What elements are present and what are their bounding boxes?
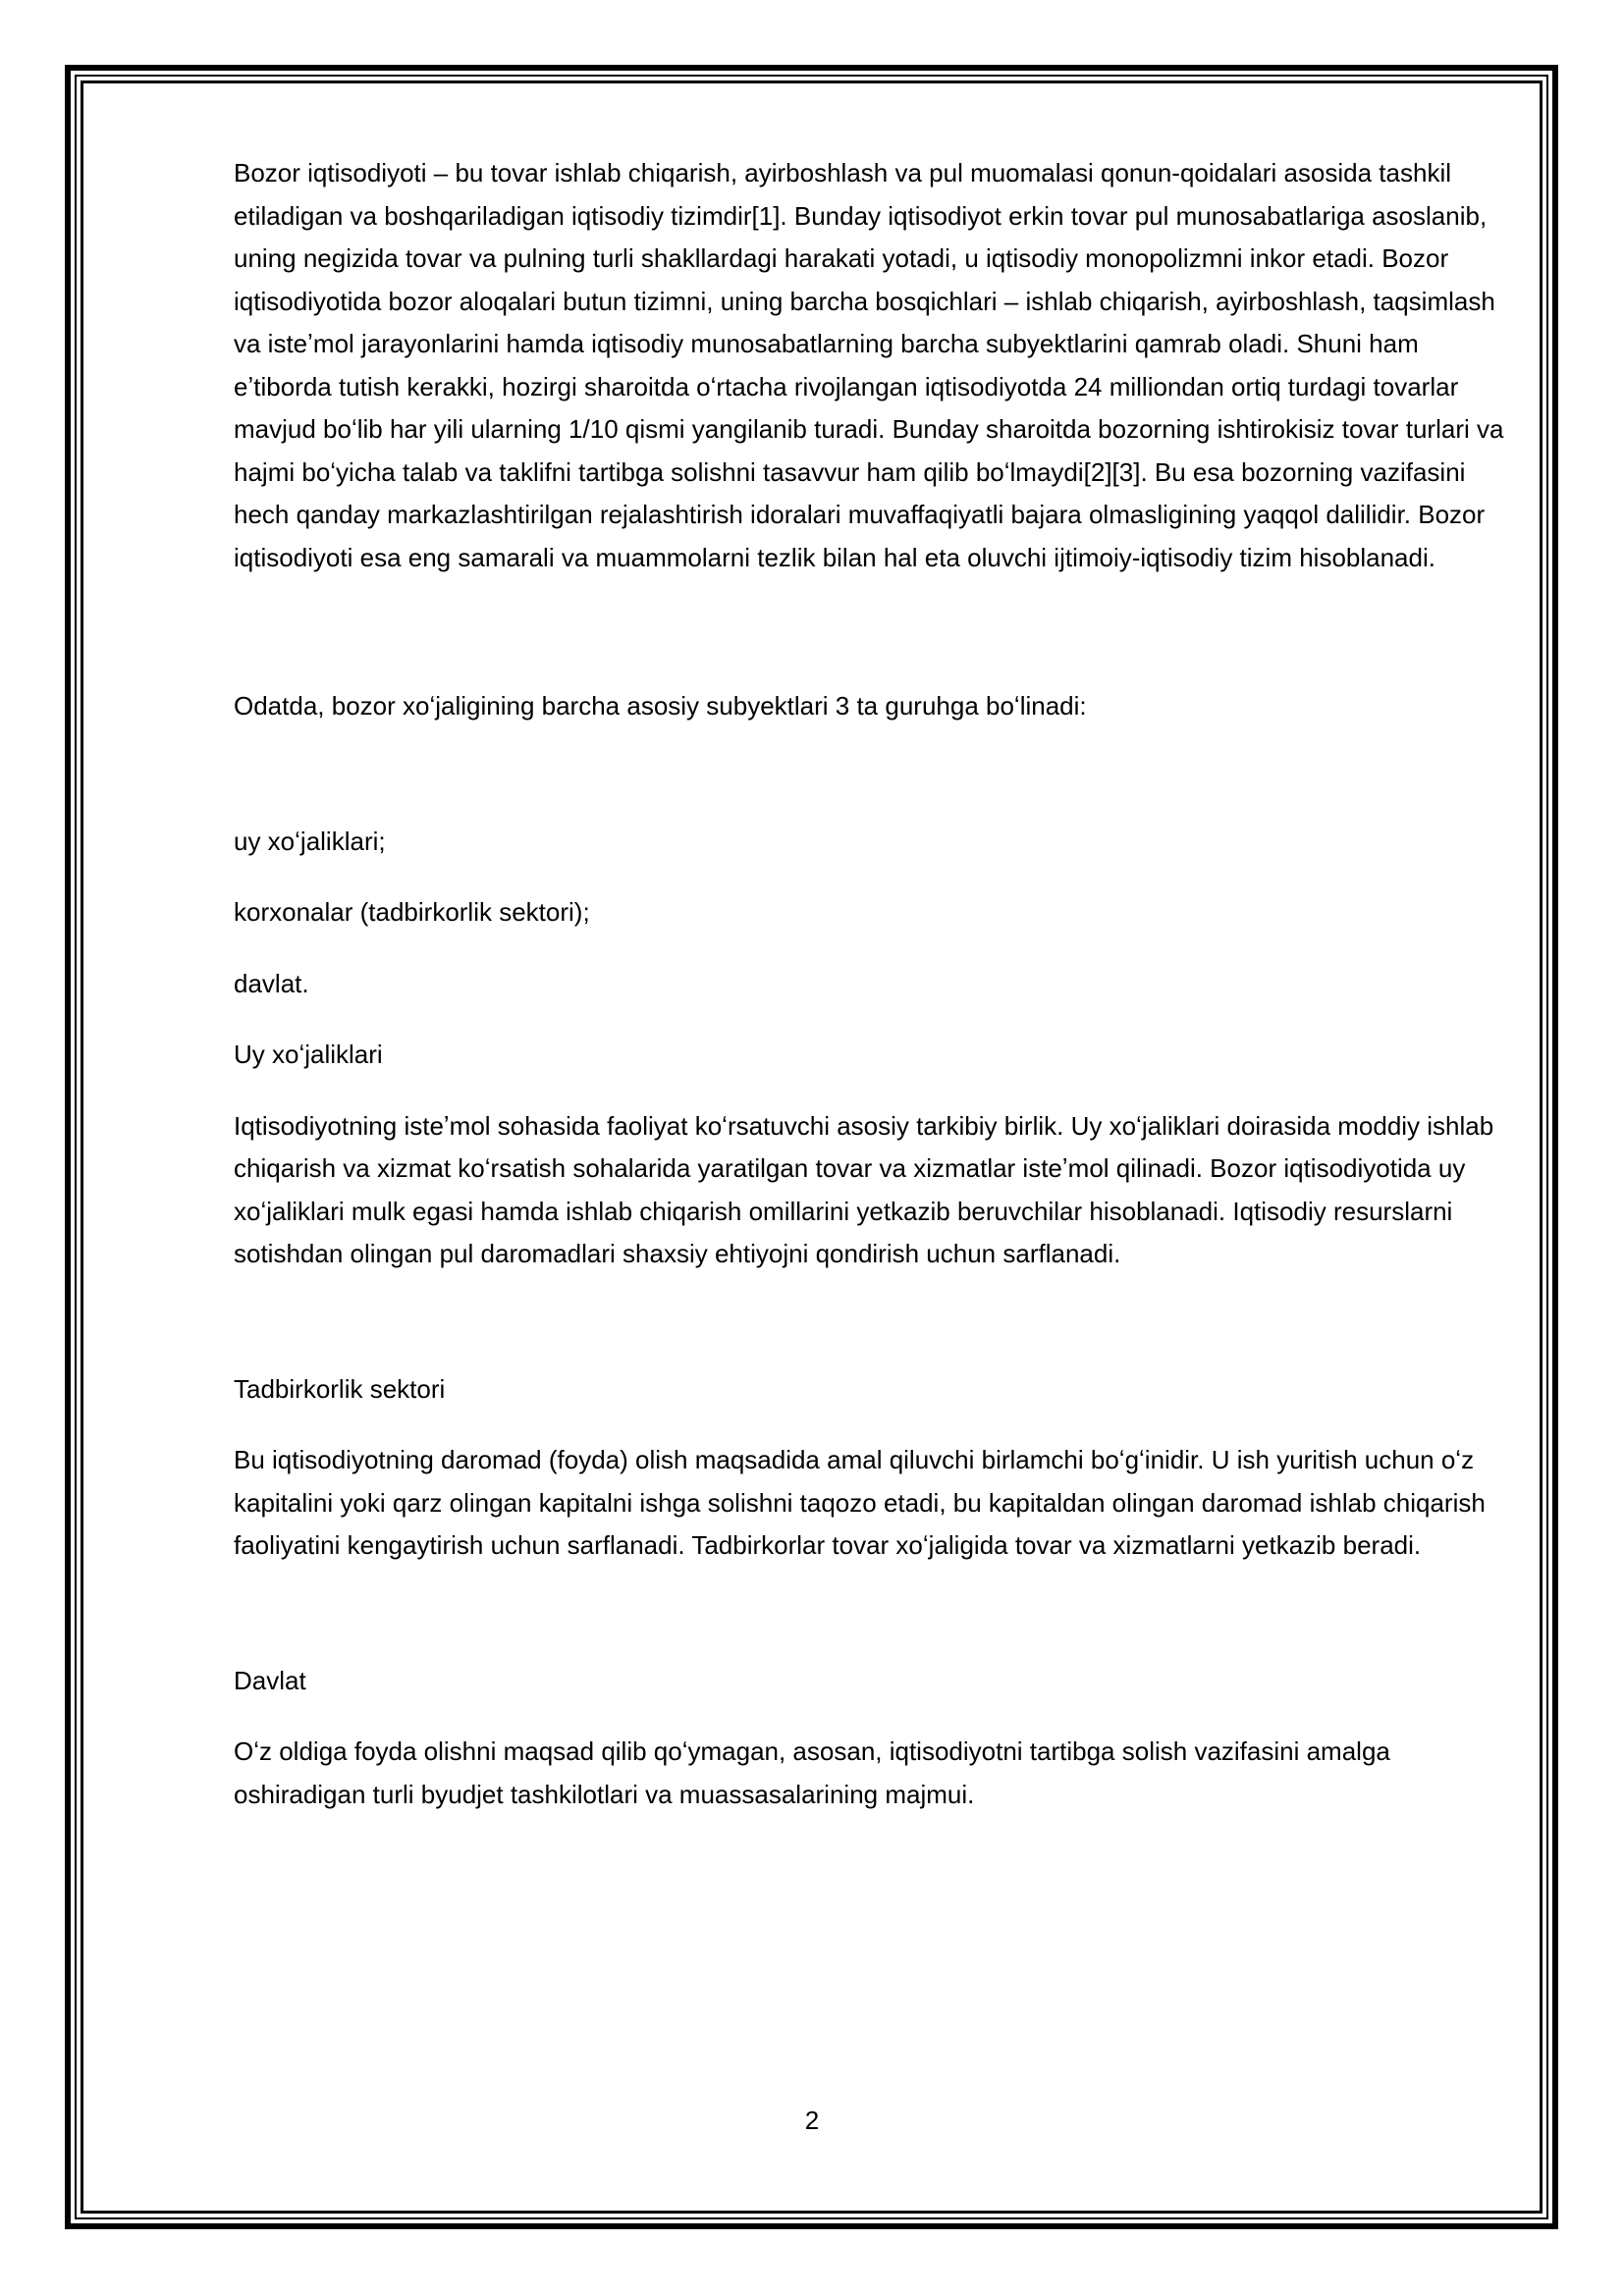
heading-davlat: Davlat	[234, 1665, 306, 1695]
paragraph-subyektlar-intro: Odatda, bozor xoʻjaligining barcha asosiy subyektlari 3 ta guruhga boʻlinadi:	[234, 691, 1087, 721]
paragraph-davlat: Oʻz oldiga foyda olishni maqsad qilib qoʻymagan, asosan, iqtisodiyotni tartibga solish vazifasini amalga oshiradigan turli byudjet tashkilotlari va muassasalarining majmui.	[234, 1736, 1390, 1809]
list-item-uy-xojaliklari: uy xoʻjaliklari;	[234, 826, 386, 856]
heading-uy-xojaliklari: Uy xoʻjaliklari	[234, 1040, 383, 1069]
paragraph-bozor-iqtisodiyoti: Bozor iqtisodiyoti – bu tovar ishlab chiqarish, ayirboshlash va pul muomalasi qonun-qoidalari asosida tashkil etiladigan va boshqariladigan iqtisodiy tizimdir[1]. Bunday iqtisodiyot erkin tovar pul munosabatlariga asoslanib, uning negizida tovar va pulning turli shakllardagi harakati yotadi, u iqtisodiy monopolizmni inkor etadi. Bozor iqtisodiyotida bozor aloqalari butun tizimni, uning barcha bosqichlari – ishlab chiqarish, ayirboshlash, taqsimlash va isteʼmol jarayonlarini hamda iqtisodiy munosabatlarning barcha subyektlarini qamrab oladi. Shuni ham eʼtiborda tutish kerakki, hozirgi sharoitda oʻrtacha rivojlangan iqtisodiyotda 24 milliondan ortiq turdagi tovarlar mavjud boʻlib har yili ularning 1/10 qismi yangilanib turadi. Bunday sharoitda bozorning ishtirokisiz tovar turlari va hajmi boʻyicha talab va taklifni tartibga solishni tasavvur ham qilib boʻlmaydi[2][3]. Bu esa bozorning vazifasini hech qanday markazlashtirilgan rejalashtirish idoralari muvaffaqiyatli bajara olmasligining yaqqol dalilidir. Bozor iqtisodiyoti esa eng samarali va muammolarni tezlik bilan hal eta oluvchi ijtimoiy-iqtisodiy tizim hisoblanadi.	[234, 158, 1504, 572]
paragraph-tadbirkorlik-sektori: Bu iqtisodiyotning daromad (foyda) olish maqsadida amal qiluvchi birlamchi boʻgʻinidir. U ish yuritish uchun oʻz kapitalini yoki qarz olingan kapitalni ishga solishni taqozo etadi, bu kapitaldan olingan daromad ishlab chiqarish faoliyatini kengaytirish uchun sarflanadi. Tadbirkorlar tovar xoʻjaligida tovar va xizmatlarni yetkazib beradi.	[234, 1445, 1486, 1560]
document-body	[234, 152, 1520, 1816]
list-item-korxonalar: korxonalar (tadbirkorlik sektori);	[234, 897, 590, 927]
page-number: 2	[804, 2106, 820, 2135]
list-item-davlat: davlat.	[234, 968, 309, 998]
heading-tadbirkorlik-sektori: Tadbirkorlik sektori	[234, 1373, 446, 1404]
paragraph-uy-xojaliklari: Iqtisodiyotning isteʼmol sohasida faoliyat koʻrsatuvchi asosiy tarkibiy birlik. Uy xoʻjaliklari doirasida moddiy ishlab chiqarish va xizmat koʻrsatish sohalarida yaratilgan tovar va xizmatlar isteʼmol qilinadi. Bozor iqtisodiyotida uy xoʻjaliklari mulk egasi hamda ishlab chiqarish omillarini yetkazib beruvchilar hisoblanadi. Iqtisodiy resurslarni sotishdan olingan pul daromadlari shaxsiy ehtiyojni qondirish uchun sarflanadi.	[234, 1110, 1494, 1268]
